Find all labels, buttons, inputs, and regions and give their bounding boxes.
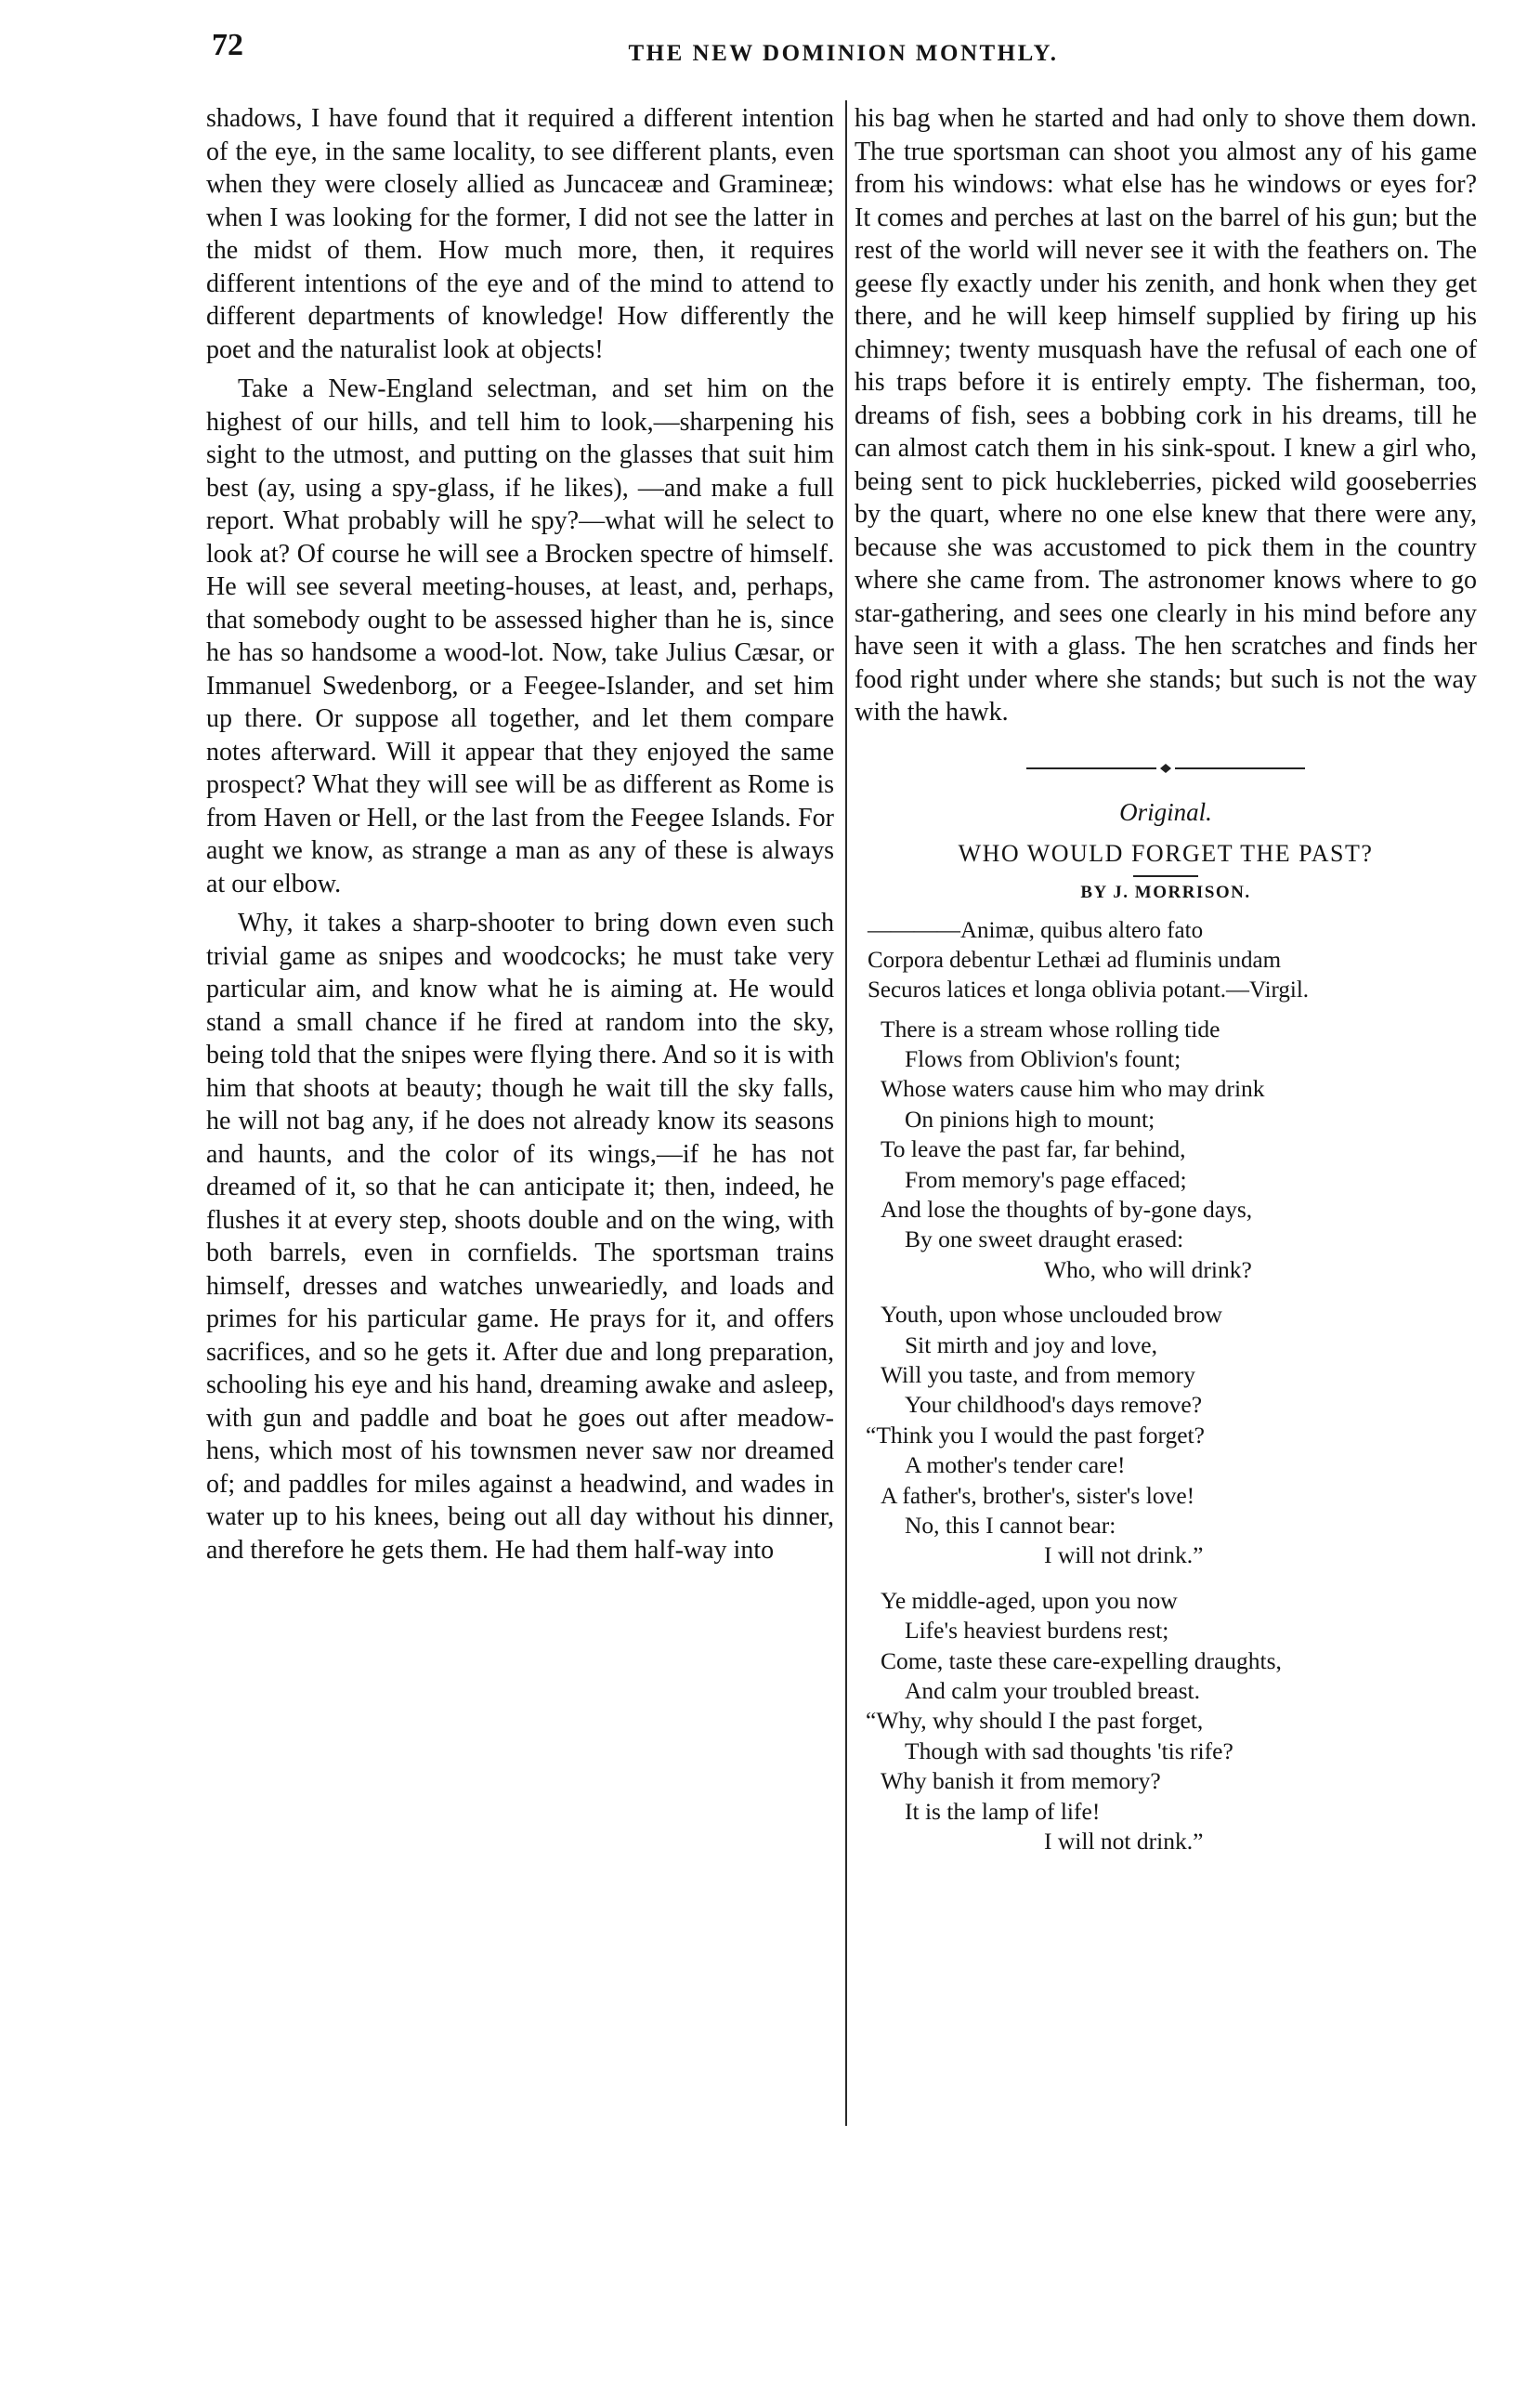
paragraph-3: Why, it takes a sharp-shooter to bring down even such trivial game as snipes and woodcocks; he must take very particular aim, and know what he is aiming at. He would stand a small chance if he fired at random into the sky, being told that the snipes were flying there. And so it is with him that shoots at beauty; though he wait till the sky falls, he will not bag any, if he does not already know its seasons and haunts, and the color of its wings,—if he has not dreamed of it, so that he can anticipate it; then, indeed, he flushes it at every step, shoots double and on the wing, with both barrels, even in cornfields. The sportsman trains himself, dresses and watches unweariedly, and loads and primes for his particular game. He prays for it, and offers sacrifices, and so he gets it. After due and long preparation, schooling his eye and his hand, dreaming awake and asleep, with gun and paddle and boat he goes out after meadow-hens, which most of his townsmen never saw nor dreamed of; and paddles for miles against a headwind, and wades in water up to his knees, being out all day without his dinner, and therefore he gets them. He had them half-way into [206,909,834,1565]
poem-stanza-2 [866,1300,1477,1571]
verse-line: Your childhood's days remove? [905,1391,1203,1419]
poem-stanza-1 [881,1015,1477,1286]
verse-line: Though with sad thoughts 'tis rife? [905,1737,1233,1764]
verse-line: Why banish it from memory? [881,1767,1161,1795]
paragraph-continued: his bag when he started and had only to shove them down. The true sportsman can shoot you almost any of his game from his windows: what else has he windows or eyes for? It comes and perches at last on the barrel of his gun; but the rest of the world will never see it with the feathers on. The geese fly exactly under his zenith, and honk when they get there, and he will keep himself supplied by firing up his chimney; twenty musquash have the refusal of each one of his traps before it is entirely empty. The fisherman, too, dreams of fish, sees a bobbing cork in his dreams, till he can almost catch them in his sink-spout. I knew a girl who, being sent to pick huckleberries, picked wild gooseberries by the quart, where no one else knew that there were any, because she was accustomed to pick them in the country where she came from. The astronomer knows where to go star-gathering, and sees one clearly in his mind before any have seen it with a glass. The hen scratches and finds her food right under where she stands; but such is not the way with the hawk. [855,104,1477,727]
verse-line: “Think you I would the past forget? [866,1421,1205,1449]
epigraph-line: Securos latices et longa oblivia potant.—Virgil. [868,977,1310,1003]
verse-line: There is a stream whose rolling tide [881,1015,1220,1042]
verse-line: A mother's tender care! [905,1451,1126,1479]
verse-line: Life's heaviest burdens rest; [905,1617,1169,1645]
verse-line: Youth, upon whose unclouded brow [881,1301,1222,1329]
running-title: THE NEW DOMINION MONTHLY. [628,41,1059,66]
verse-line: From memory's page effaced; [905,1165,1187,1193]
verse-line: Come, taste these care-expelling draughts, [881,1646,1282,1674]
verse-line: Sit mirth and joy and love, [905,1331,1157,1358]
section-ornament [1026,759,1305,778]
paragraph-2: Take a New-England selectman, and set him on the highest of our hills, and tell him to look,—sharpening his sight to the utmost, and putting on the glasses that suit him best (ay, using a spy-glass, if he likes), —and make a full report. What probably will he spy?—what will he select to look at? Of course he will see a Brocken spectre of himself. He will see several meeting-houses, at least, and, perhaps, that somebody ought to be assessed higher than he is, since he has so handsome a wood-lot. Now, take Julius Cæsar, or Immanuel Swedenborg, or a Feegee-Islander, and set him up there. Or suppose all together, and let them compare notes afterward. Will it appear that they enjoyed the same prospect? What they will see will be as different as Rome is from Haven or Hell, or the last from the Feegee Islands. For aught we know, as strange a man as any of these is always at our elbow. [206,374,834,898]
right-column [855,102,1477,1856]
verse-line: Whose waters cause him who may drink [881,1075,1265,1103]
left-column [206,102,834,1567]
refrain-line: Who, who will drink? [1044,1255,1252,1283]
epigraph-line: ————Animæ, quibus altero fato [868,917,1204,943]
verse-line: Flows from Oblivion's fount; [905,1044,1181,1072]
verse-line: On pinions high to mount; [905,1105,1155,1133]
verse-line: Will you taste, and from memory [881,1360,1195,1388]
poem-stanza-3 [866,1586,1477,1857]
verse-line: It is the lamp of life! [905,1797,1101,1825]
refrain-line: I will not drink.” [1044,1828,1204,1855]
epigraph-line: Corpora debentur Lethæi ad fluminis undam [868,947,1282,973]
paragraph-1: shadows, I have found that it required a different intention of the eye, in the same locality, to see different plants, even when they were closely allied as Juncaceæ and Gramineæ; when I was looking for the former, I did not see the latter in the midst of them. How much more, then, it requires different intentions of the eye and of the mind to attend to different departments of knowledge! How differently the poet and the naturalist look at objects! [206,104,834,364]
poem-title: WHO WOULD FORGET THE PAST? [958,839,1374,867]
poem-epigraph [868,916,1477,1005]
poem-heading [855,798,1477,903]
original-label: Original. [1119,797,1212,826]
verse-line: “Why, why should I the past forget, [866,1707,1204,1735]
verse-line: Ye middle-aged, upon you now [881,1586,1178,1614]
title-rule [1133,875,1198,877]
page-number: 72 [212,28,243,62]
verse-line: To leave the past far, far behind, [881,1135,1186,1163]
verse-line: No, this I cannot bear: [905,1512,1116,1539]
verse-line: A father's, brother's, sister's love! [881,1481,1195,1509]
poem-byline: BY J. MORRISON. [1080,882,1251,902]
verse-line: And calm your troubled breast. [905,1677,1200,1705]
refrain-line: I will not drink.” [1044,1541,1204,1569]
verse-line: By one sweet draught erased: [905,1226,1184,1253]
column-divider [845,100,847,2126]
page-header [202,28,1484,84]
verse-line: And lose the thoughts of by-gone days, [881,1195,1253,1223]
